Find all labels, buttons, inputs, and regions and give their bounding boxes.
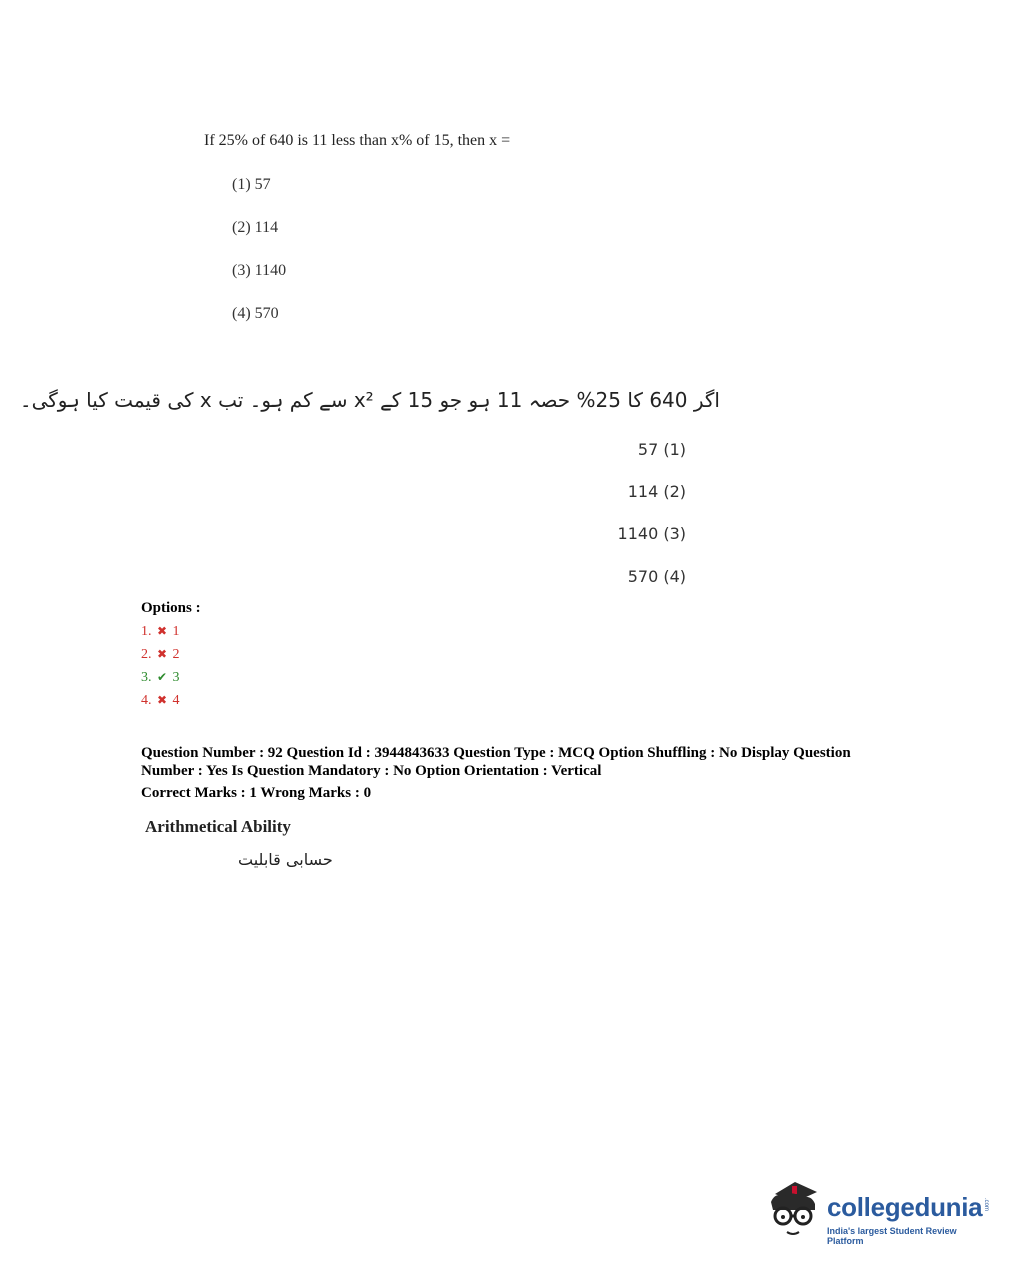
question-text-ur: اگر 640 کا 25% حصہ 11 ہو جو 15 کے x² سے کم ہو۔ تب x کی قیمت کیا ہوگی۔ [19,388,720,412]
option-en-1: (1) 57 [232,176,271,193]
cross-icon: ✖ [156,647,168,661]
option-value: 3 [172,670,180,685]
option-ur-4: 570 (4) [627,567,686,586]
section-title-en: Arithmetical Ability [145,817,291,836]
cross-icon: ✖ [156,693,168,707]
options-label: Options : [141,600,201,616]
option-en-3: (3) 1140 [232,262,287,279]
option-value: 2 [172,647,180,662]
logo-suffix: .com [983,1198,989,1212]
option-en-4: (4) 570 [232,305,279,322]
option-ur-1: 57 (1) [637,440,686,459]
options-list [141,620,180,712]
option-choice-1 [141,620,180,643]
option-choice-3 [141,666,180,689]
mascot-icon [765,1176,823,1242]
option-value: 4 [172,693,180,708]
logo-tagline: India's largest Student Review Platform [827,1226,957,1246]
cross-icon: ✖ [156,624,168,638]
question-meta [141,744,921,802]
option-choice-4 [141,689,180,712]
option-value: 1 [172,624,180,639]
section-title-ur: حسابی قابلیت [238,850,333,869]
option-choice-2 [141,643,180,666]
option-number: 1. [141,624,152,639]
question-text-en: If 25% of 640 is 11 less than x% of 15, then x = [204,132,511,149]
check-icon: ✔ [156,670,168,684]
option-number: 2. [141,647,152,662]
option-number: 3. [141,670,152,685]
meta-line-1: Question Number : 92 Question Id : 3944843633 Question Type : MCQ Option Shuffling : No Display Question [141,745,851,761]
collegedunia-logo [765,1176,995,1246]
option-ur-2: 114 (2) [627,482,686,501]
meta-line-3: Correct Marks : 1 Wrong Marks : 0 [141,785,372,801]
meta-line-2: Number : Yes Is Question Mandatory : No Option Orientation : Vertical [141,763,602,779]
logo-name: collegedunia [827,1192,983,1222]
option-number: 4. [141,693,152,708]
option-ur-3: 1140 (3) [617,524,686,543]
option-en-2: (2) 114 [232,219,279,236]
